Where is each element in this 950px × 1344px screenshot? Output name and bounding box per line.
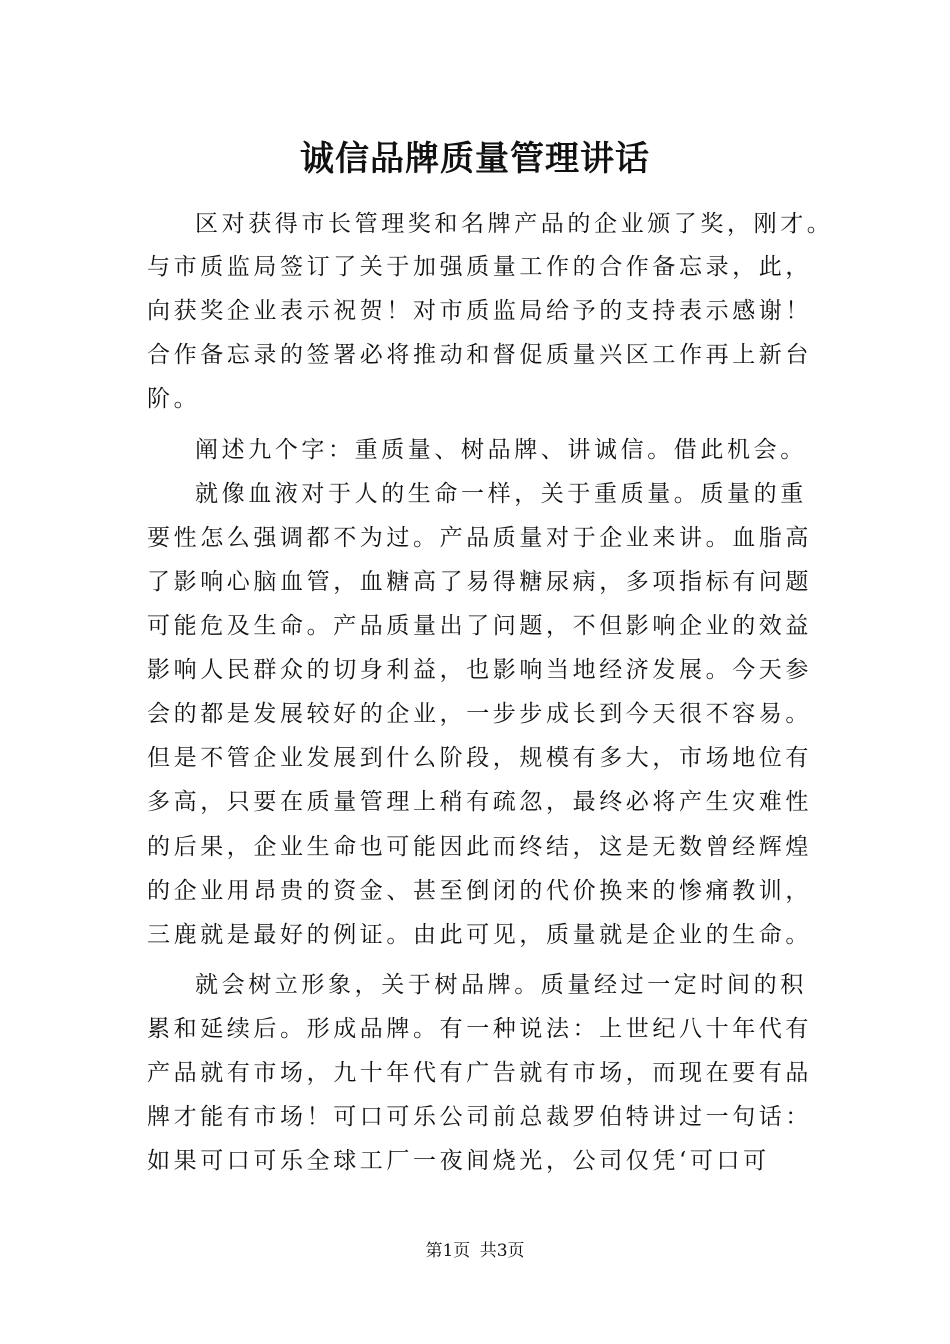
text-line: 会的都是发展较好的企业，一步步成长到今天很不容易。 — [147, 701, 812, 727]
text-line: 如果可口可乐全球工厂一夜间烧光，公司仅凭‘可口可 — [147, 1148, 770, 1174]
text-line: 阶。 — [147, 386, 201, 412]
text-line: 区对获得市长管理奖和名牌产品的企业颁了奖，刚才。 — [195, 211, 834, 237]
text-line: 牌才能有市场！可口可乐公司前总裁罗伯特讲过一句话： — [147, 1104, 812, 1130]
text-line: 了影响心脑血管，血糖高了易得糖尿病，多项指标有问题 — [147, 569, 812, 595]
text-line: 阐述九个字：重质量、树品牌、讲诚信。借此机会。 — [195, 437, 807, 463]
text-line: 的企业用昂贵的资金、甚至倒闭的代价换来的惨痛教训， — [147, 878, 812, 904]
text-line: 就会树立形象，关于树品牌。质量经过一定时间的积 — [195, 972, 807, 998]
text-line: 要性怎么强调都不为过。产品质量对于企业来讲。血脂高 — [147, 525, 812, 551]
page-number: 第1页 — [425, 1241, 471, 1261]
text-line: 三鹿就是最好的例证。由此可见，质量就是企业的生命。 — [147, 922, 812, 948]
text-line: 可能危及生命。产品质量出了问题，不但影响企业的效益 — [147, 613, 812, 639]
text-line: 的后果，企业生命也可能因此而终结，这是无数曾经辉煌 — [147, 834, 812, 860]
page-footer — [0, 1239, 950, 1263]
page-total: 共3页 — [479, 1241, 525, 1261]
text-line: 多高，只要在质量管理上稍有疏忽，最终必将产生灾难性 — [147, 789, 812, 815]
text-line: 但是不管企业发展到什么阶段，规模有多大，市场地位有 — [147, 745, 812, 771]
text-line: 与市质监局签订了关于加强质量工作的合作备忘录，此， — [147, 254, 812, 280]
text-line: 就像血液对于人的生命一样，关于重质量。质量的重 — [195, 481, 807, 507]
page-title: 诚信品牌质量管理讲话 — [300, 139, 650, 179]
text-line: 影响人民群众的切身利益，也影响当地经济发展。今天参 — [147, 657, 812, 683]
text-line: 合作备忘录的签署必将推动和督促质量兴区工作再上新台 — [147, 342, 812, 368]
text-line: 产品就有市场，九十年代有广告就有市场，而现在要有品 — [147, 1060, 812, 1086]
text-line: 向获奖企业表示祝贺！对市质监局给予的支持表示感谢！ — [147, 298, 812, 324]
text-line: 累和延续后。形成品牌。有一种说法：上世纪八十年代有 — [147, 1016, 812, 1042]
